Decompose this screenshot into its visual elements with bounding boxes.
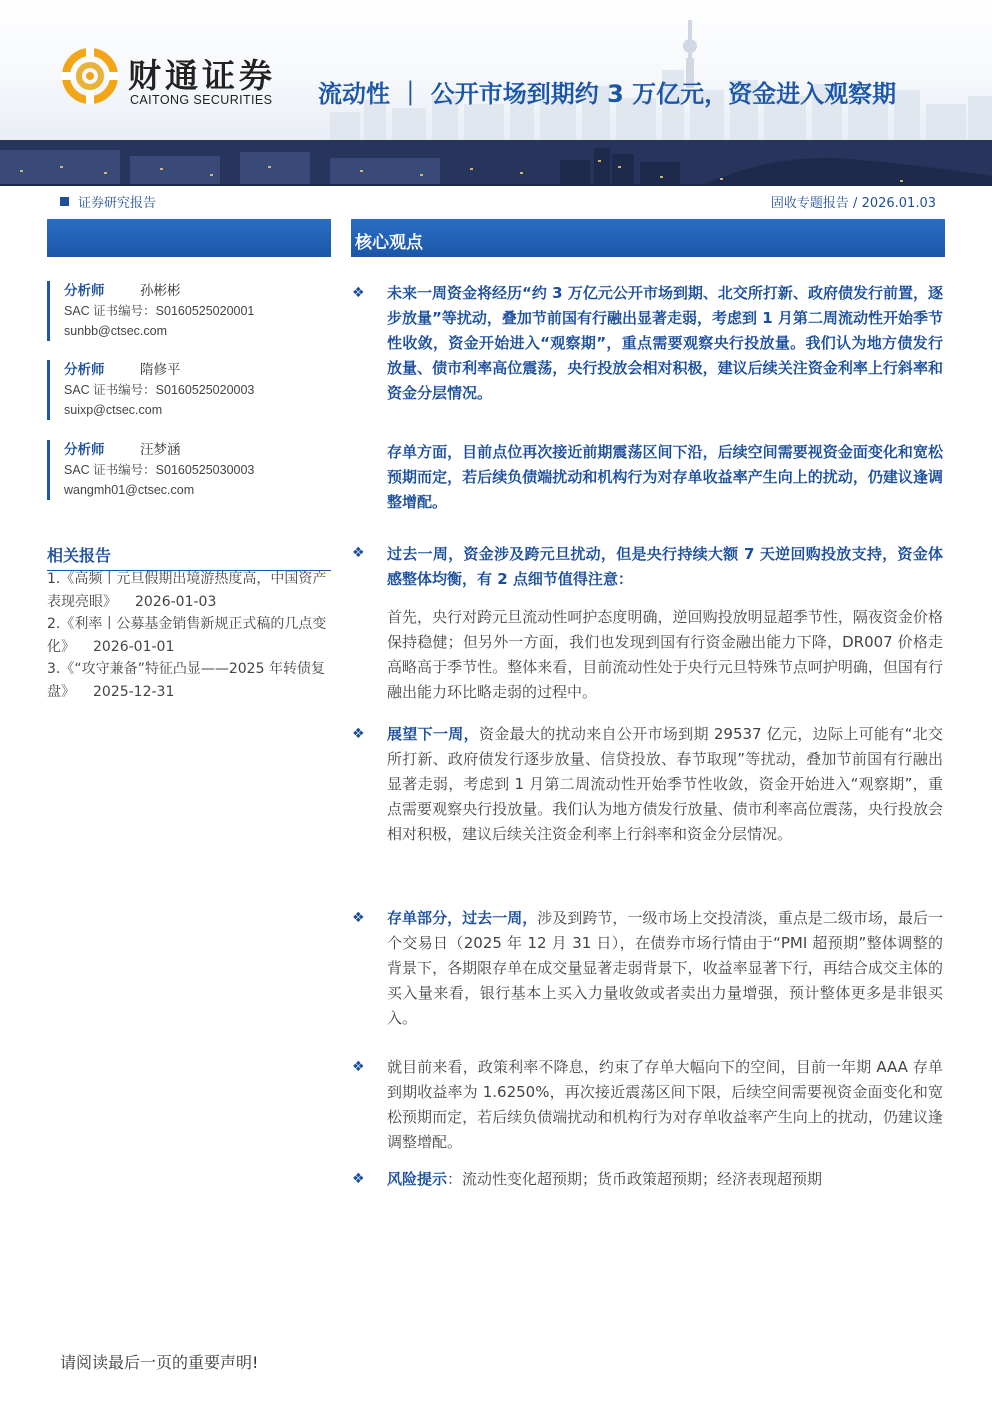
analyst-role: 分析师 bbox=[64, 283, 105, 299]
past-week-detail-paragraph: 首先，央行对跨元旦流动性呵护态度明确，逆回购投放明显超季节性，隔夜资金价格保持稳健；但另外一方面，我们也发现到国有行资金融出能力下降，DR007 价格走高略高于季节性。整体来看，目前流动性处于央行元旦特殊节点呵护明确，但国有行融出能力环比略走弱的过程中。 bbox=[387, 608, 943, 701]
logo-english-text: CAITONG SECURITIES bbox=[130, 93, 273, 107]
analyst-sac: SAC 证书编号：S0160525030003 bbox=[64, 463, 255, 477]
related-reports-list bbox=[47, 568, 333, 703]
analyst-name: 汪梦涵 bbox=[140, 442, 181, 458]
cd-section-body: 涉及到跨节，一级市场上交投清淡，重点是二级市场，最后一个交易日（2025 年 12 月 31 日），在债券市场行情由于“PMI 超预期”整体调整的背景下，各期限存单在成交量显著走弱背景下，收益率显著下行，再结合成交主体的买入量来看，银行基本上买入力量收敛或者卖出力量增强，预计整体更多是非银买入。 bbox=[387, 909, 943, 1027]
cd-summary-paragraph: 存单方面，目前点位再次接近前期震荡区间下沿，后续空间需要视资金面变化和宽松预期而定，若后续负债端扰动和机构行为对存单收益率产生向上的扰动，仍建议逢调整增配。 bbox=[387, 443, 943, 511]
diamond-bullet-icon: ❖ bbox=[352, 1171, 365, 1187]
risk-body: ：流动性变化超预期；货币政策超预期；经济表现超预期 bbox=[447, 1170, 823, 1188]
core-summary-paragraph: 未来一周资金将经历“约 3 万亿元公开市场到期、北交所打新、政府债发行前置，逐步放量”等扰动，叠加节前国有行融出显著走弱，考虑到 1 月第二周流动性开始季节性收敛，资金开始进入“观察期”，重点需要观察央行投放量。我们认为地方债发行放量、债市利率高位震荡，央行投放会相对积极，建议后续关注资金利率上行斜率和资金分层情况。 bbox=[387, 284, 943, 402]
disclaimer-note: 请阅读最后一页的重要声明! bbox=[60, 1353, 259, 1372]
related-report-date: 2026-01-01 bbox=[93, 638, 175, 655]
analyst-card bbox=[47, 440, 331, 500]
logo-chinese-text: 财通证券 bbox=[128, 56, 276, 95]
related-reports-title: 相关报告 bbox=[47, 543, 331, 571]
related-report-item[interactable] bbox=[47, 568, 333, 613]
report-type-label bbox=[60, 192, 156, 211]
core-views-banner bbox=[351, 219, 945, 257]
analyst-role: 分析师 bbox=[64, 362, 105, 378]
related-report-title: 3.《“攻守兼备”特征凸显——2025 年转债复盘》 bbox=[47, 661, 325, 700]
related-report-title: 2.《利率丨公募基金销售新规正式稿的几点变化》 bbox=[47, 616, 327, 655]
related-report-item[interactable] bbox=[47, 613, 333, 658]
cd-section-paragraph bbox=[387, 906, 943, 1031]
analyst-sac: SAC 证书编号：S0160525020003 bbox=[64, 383, 255, 397]
diamond-bullet-icon: ❖ bbox=[352, 285, 365, 301]
analyst-role: 分析师 bbox=[64, 442, 105, 458]
caitong-logo-icon bbox=[62, 46, 118, 106]
analyst-name: 孙彬彬 bbox=[140, 283, 181, 299]
company-logo bbox=[62, 44, 302, 114]
report-type-text: 证券研究报告 bbox=[78, 196, 157, 211]
report-category-date: 固收专题报告 / 2026.01.03 bbox=[770, 196, 936, 211]
analyst-card bbox=[47, 360, 331, 420]
analyst-email[interactable]: suixp@ctsec.com bbox=[64, 403, 163, 417]
diamond-bullet-icon: ❖ bbox=[352, 910, 365, 926]
outlook-heading: 展望下一周， bbox=[387, 725, 479, 743]
report-title: 流动性 ｜ 公开市场到期约 3 万亿元，资金进入观察期 bbox=[318, 80, 897, 108]
report-header bbox=[0, 0, 992, 190]
related-report-date: 2025-12-31 bbox=[93, 683, 175, 700]
outlook-paragraph bbox=[387, 722, 943, 847]
core-views-title: 核心观点 bbox=[355, 233, 423, 253]
diamond-bullet-icon: ❖ bbox=[352, 1059, 365, 1075]
risk-paragraph bbox=[387, 1167, 943, 1192]
analyst-card bbox=[47, 281, 331, 341]
cd-section-heading: 存单部分，过去一周， bbox=[387, 909, 538, 927]
left-column-banner bbox=[47, 219, 331, 257]
past-week-paragraph: 过去一周，资金涉及跨元旦扰动，但是央行持续大额 7 天逆回购投放支持，资金体感整体均衡，有 2 点细节值得注意： bbox=[387, 545, 943, 588]
analyst-name: 隋修平 bbox=[140, 362, 181, 378]
related-report-date: 2026-01-03 bbox=[135, 593, 217, 610]
diamond-bullet-icon: ❖ bbox=[352, 545, 365, 561]
related-report-title: 1.《高频丨元旦假期出境游热度高，中国资产表现亮眼》 bbox=[47, 571, 327, 610]
related-report-item[interactable] bbox=[47, 658, 333, 703]
square-bullet-icon bbox=[60, 197, 69, 206]
diamond-bullet-icon: ❖ bbox=[352, 726, 365, 742]
analyst-email[interactable]: sunbb@ctsec.com bbox=[64, 324, 168, 338]
current-view-paragraph: 就目前来看，政策利率不降息，约束了存单大幅向下的空间，目前一年期 AAA 存单到期收益率为 1.6250%，再次接近震荡区间下限，后续空间需要视资金面变化和宽松预期而定，若后续负债端扰动和机构行为对存单收益率产生向上的扰动，仍建议逢调整增配。 bbox=[387, 1058, 943, 1151]
outlook-body: 资金最大的扰动来自公开市场到期 29537 亿元，边际上可能有“北交所打新、政府债发行逐步放量、信贷投放、春节取现”等扰动，叠加节前国有行融出显著走弱，考虑到 1 月第二周流动性开始季节性收敛，资金开始进入“观察期”，重点需要观察央行投放量。我们认为地方债发行放量、债市利率高位震荡，央行投放会相对积极，建议后续关注资金利率上行斜率和资金分层情况。 bbox=[387, 725, 943, 843]
analyst-sac: SAC 证书编号：S0160525020001 bbox=[64, 304, 255, 318]
risk-heading: 风险提示 bbox=[387, 1170, 448, 1188]
analyst-email[interactable]: wangmh01@ctsec.com bbox=[64, 483, 195, 497]
